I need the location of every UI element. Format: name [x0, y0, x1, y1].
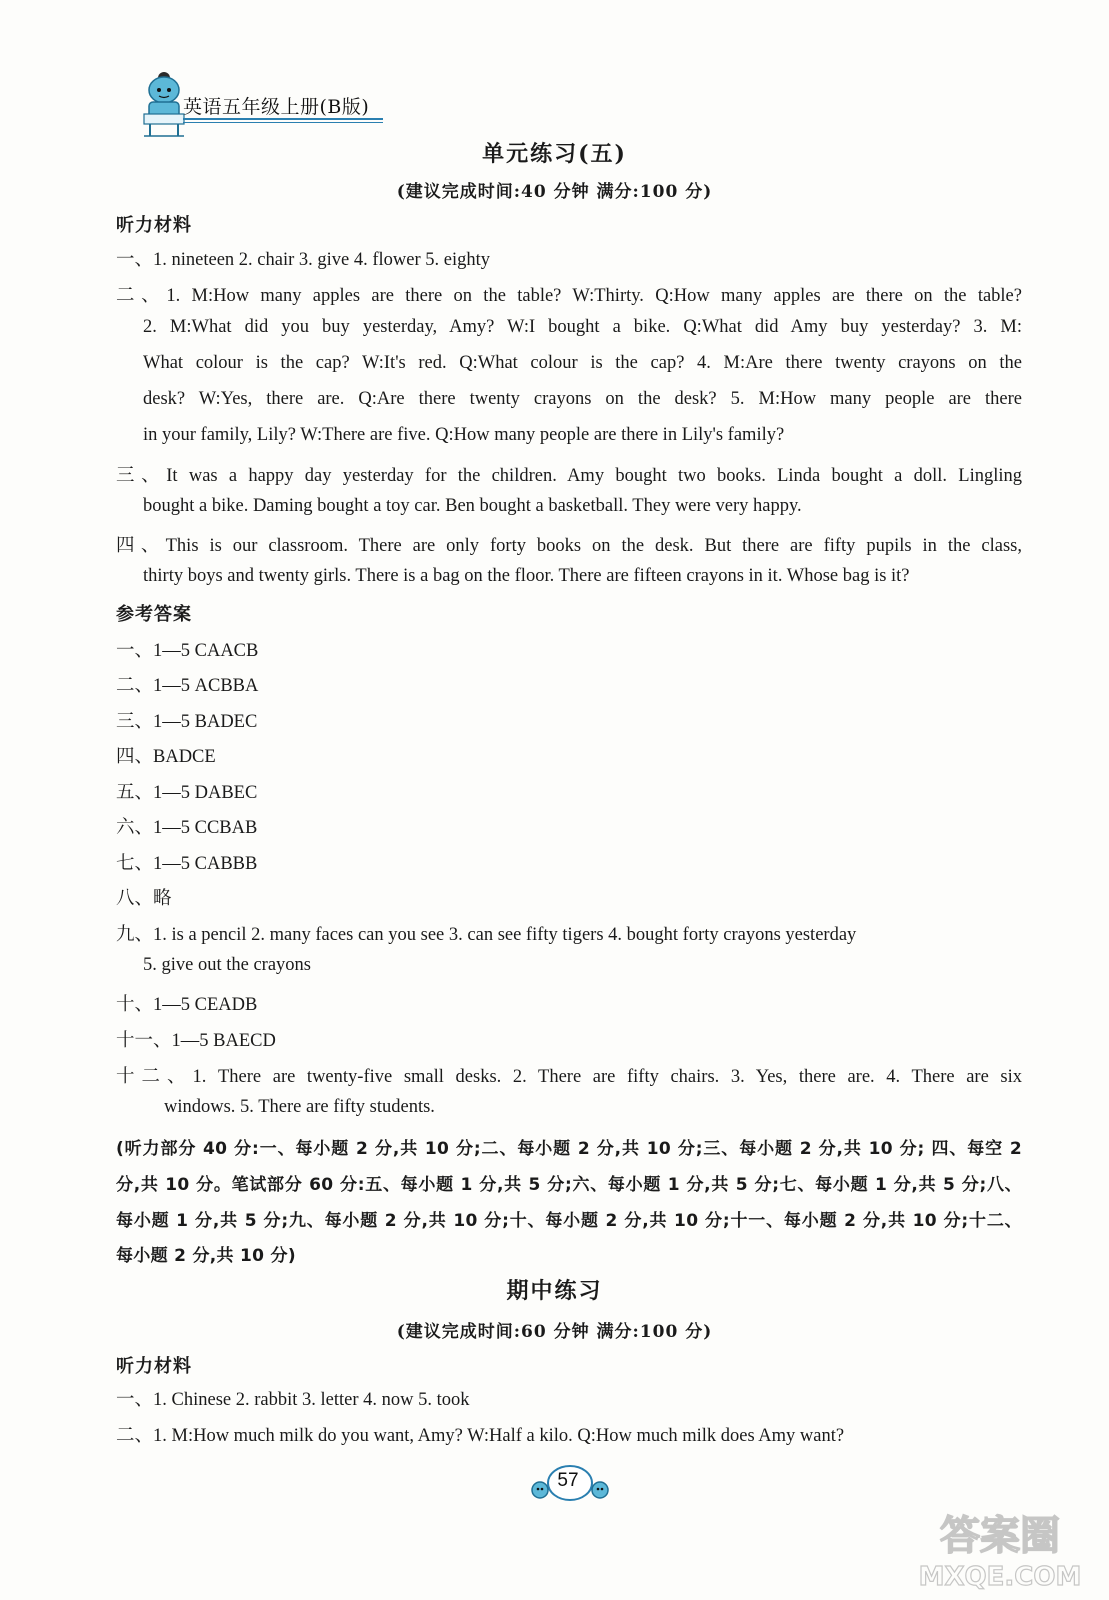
svg-text:MXQE.COM: MXQE.COM	[918, 1562, 1082, 1592]
title-underline-thin	[183, 122, 383, 123]
listening-line: 二、1. M:How much milk do you want, Amy? W:Half a kilo. Q:How much milk does Amy want?	[116, 1426, 845, 1446]
answer-line: 五、1—5 DABEC	[116, 783, 258, 803]
answer-line: 六、1—5 CCBAB	[116, 818, 258, 838]
answer-line: 十、1—5 CEADB	[116, 995, 258, 1015]
title-underline	[183, 118, 383, 120]
listening-line: thirty boys and twenty girls. There is a bag on the floor. There are fifteen crayons in it. Whose bag is it?	[143, 566, 910, 586]
scoring-line: 每小题 2 分,共 10 分)	[116, 1246, 296, 1266]
listening-line: 二、1. M:How many apples are there on the table? W:Thirty. Q:How many apples are there on the table?	[116, 286, 1022, 306]
answer-line: 三、1—5 BADEC	[116, 712, 258, 732]
book-header	[128, 62, 398, 142]
answer-line: 二、1—5 ACBBA	[116, 676, 259, 696]
unit5-title: 单元练习(五)	[482, 141, 627, 167]
svg-text:答案圈: 答案圈	[940, 1513, 1060, 1559]
listening-line: 一、1. nineteen 2. chair 3. give 4. flower 5. eighty	[116, 250, 491, 270]
listening-line: 四、This is our classroom. There are only forty books on the desk. But there are fifty pupils in the class,	[116, 536, 1022, 556]
listening-line: 2. M:What did you buy yesterday, Amy? W:I bought a bike. Q:What did Amy buy yesterday? 3. M:	[143, 317, 1022, 337]
listening-line: 一、1. Chinese 2. rabbit 3. letter 4. now 5. took	[116, 1390, 470, 1410]
book-title: 英语五年级上册(B版)	[183, 96, 370, 118]
scoring-line: 每小题 1 分,共 5 分;九、每小题 2 分,共 10 分;十、每小题 2 分,共 10 分;十一、每小题 2 分,共 10 分;十二、	[116, 1211, 1022, 1231]
scoring-line: 分,共 10 分。笔试部分 60 分:五、每小题 1 分,共 5 分;六、每小题 1 分,共 5 分;七、每小题 1 分,共 5 分;八、	[116, 1175, 1022, 1195]
listening-line: desk? W:Yes, there are. Q:Are there twenty crayons on the desk? 5. M:How many people are there	[143, 389, 1022, 409]
watermark-logo	[900, 1505, 1100, 1595]
listening-line: in your family, Lily? W:There are five. Q:How many people are there in Lily's family?	[143, 425, 785, 445]
answer-line: windows. 5. There are fifty students.	[164, 1097, 435, 1117]
scoring-line: (听力部分 40 分:一、每小题 2 分,共 10 分;二、每小题 2 分,共 10 分;三、每小题 2 分,共 10 分; 四、每空 2	[116, 1139, 1022, 1159]
midterm-title: 期中练习	[506, 1278, 603, 1304]
answer-line: 5. give out the crayons	[143, 955, 311, 975]
midterm-subtitle: (建议完成时间:60 分钟 满分:100 分)	[396, 1322, 713, 1342]
answer-line: 十一、1—5 BAECD	[116, 1031, 276, 1051]
answer-line: 九、1. is a pencil 2. many faces can you see 3. can see fifty tigers 4. bought forty crayons yesterday	[116, 925, 857, 945]
answer-line: 四、BADCE	[116, 747, 216, 767]
unit5-subtitle: (建议完成时间:40 分钟 满分:100 分)	[396, 182, 713, 202]
answer-line: 一、1—5 CAACB	[116, 641, 259, 661]
listening-line: 三、It was a happy day yesterday for the children. Amy bought two books. Linda bought a doll. Lingling	[116, 466, 1022, 486]
unit5-listening-heading: 听力材料	[116, 215, 192, 236]
page-number: 57	[557, 1470, 579, 1491]
answer-line: 十二、1. There are twenty-five small desks. 2. There are fifty chairs. 3. Yes, there are. 4. There are six	[116, 1067, 1022, 1087]
midterm-listening-heading: 听力材料	[116, 1356, 192, 1377]
answer-line: 七、1—5 CABBB	[116, 854, 258, 874]
answer-line: 八、略	[116, 889, 172, 909]
unit5-answers-heading: 参考答案	[116, 604, 192, 625]
listening-line: What colour is the cap? W:It's red. Q:What colour is the cap? 4. M:Are there twenty crayons on the	[143, 353, 1022, 373]
listening-line: bought a bike. Daming bought a toy car. Ben bought a basketball. They were very happy.	[143, 496, 802, 516]
